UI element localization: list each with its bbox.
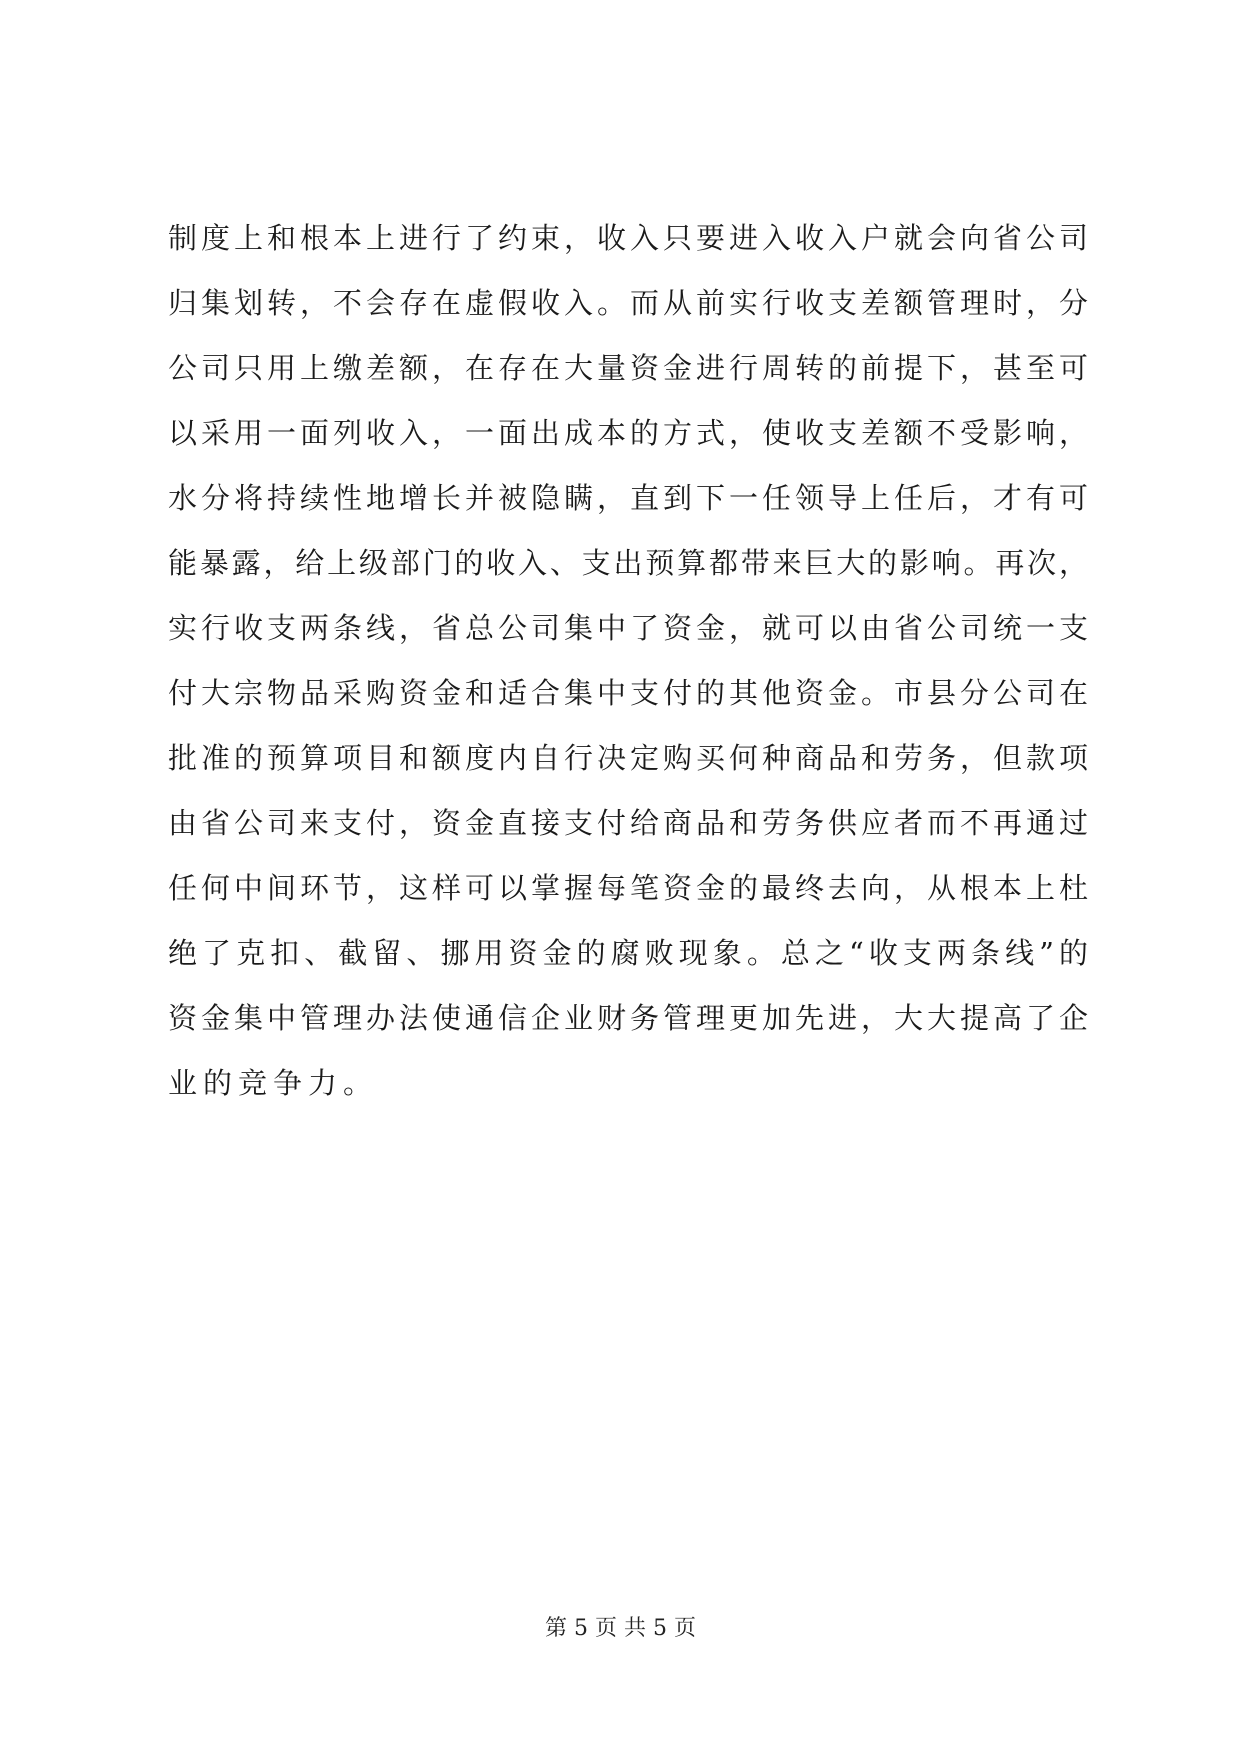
text-line: 绝了克扣、截留、挪用资金的腐败现象。总之“收支两条线”的 bbox=[168, 936, 1088, 970]
text-line: 由省公司来支付，资金直接支付给商品和劳务供应者而不再通过 bbox=[168, 806, 1088, 840]
text-line: 付大宗物品采购资金和适合集中支付的其他资金。市县分公司在 bbox=[168, 676, 1088, 710]
text-line: 业的竞争力。 bbox=[168, 1066, 379, 1100]
text-line: 水分将持续性地增长并被隐瞒，直到下一任领导上任后，才有可 bbox=[168, 481, 1088, 515]
text-line: 公司只用上缴差额，在存在大量资金进行周转的前提下，甚至可 bbox=[168, 351, 1088, 385]
body-paragraph bbox=[168, 206, 1088, 1116]
text-line: 归集划转，不会存在虚假收入。而从前实行收支差额管理时，分 bbox=[168, 286, 1088, 320]
text-line: 实行收支两条线，省总公司集中了资金，就可以由省公司统一支 bbox=[168, 611, 1088, 645]
text-line: 批准的预算项目和额度内自行决定购买何种商品和劳务，但款项 bbox=[168, 741, 1088, 775]
text-line: 制度上和根本上进行了约束，收入只要进入收入户就会向省公司 bbox=[168, 221, 1088, 255]
text-line: 能暴露，给上级部门的收入、支出预算都带来巨大的影响。再次， bbox=[168, 546, 1088, 580]
page-number-footer: 第 5 页 共 5 页 bbox=[545, 1616, 696, 1641]
text-line: 任何中间环节，这样可以掌握每笔资金的最终去向，从根本上杜 bbox=[168, 871, 1088, 905]
text-line: 以采用一面列收入，一面出成本的方式，使收支差额不受影响， bbox=[168, 416, 1088, 450]
text-line: 资金集中管理办法使通信企业财务管理更加先进，大大提高了企 bbox=[168, 1001, 1088, 1035]
